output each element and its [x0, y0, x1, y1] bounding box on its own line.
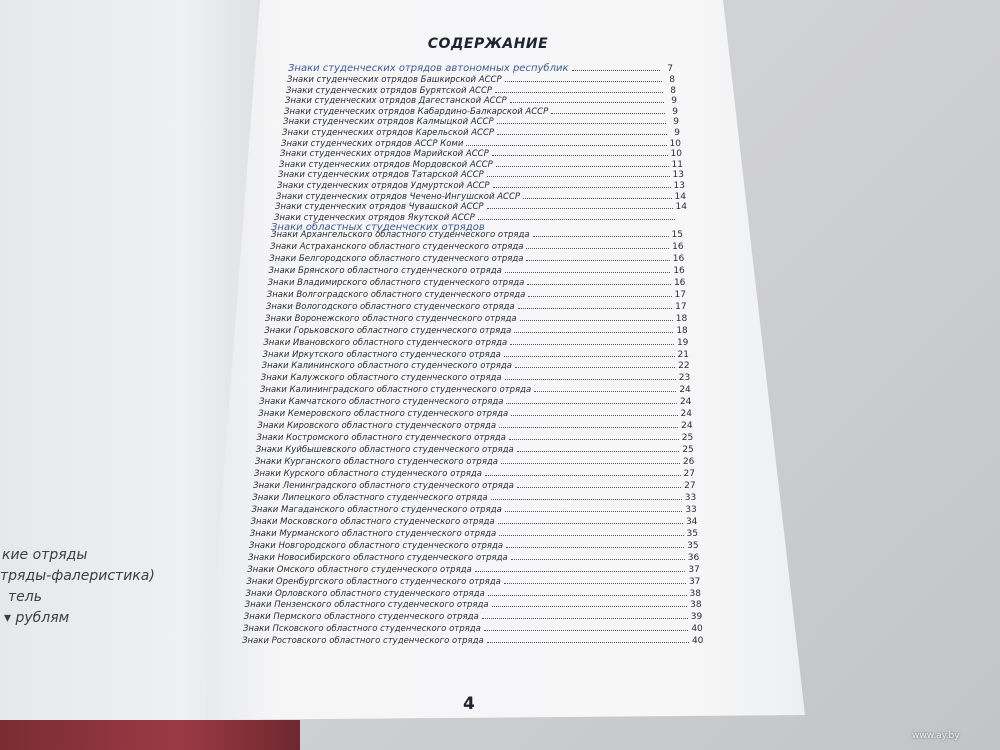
- toc-entry-page: 17: [675, 301, 687, 312]
- toc-entry-page: 11: [671, 159, 683, 170]
- toc-entry-label: Знаки Воронежского областного студенческого отряда: [265, 313, 517, 324]
- dot-leader: [534, 390, 676, 392]
- toc-page: [205, 0, 805, 750]
- toc-entry-label: Знаки Ленинградского областного студенческого отряда: [253, 480, 514, 491]
- dot-leader: [505, 510, 683, 512]
- toc-entry-label: Знаки Курского областного студенческого отряда: [254, 469, 482, 479]
- dot-leader: [487, 175, 670, 177]
- toc-entry-label: Знаки Псковского областного студенческого отряда: [242, 624, 481, 635]
- toc-entry-label: Знаки Астраханского областного студенческого отряда: [270, 241, 524, 252]
- dot-leader: [492, 605, 688, 607]
- toc-entry-page: 16: [673, 265, 685, 276]
- toc-entry: [258, 409, 692, 421]
- toc-entry-page: 17: [674, 289, 686, 300]
- toc-entry-page: 34: [685, 516, 698, 527]
- page-content: [205, 0, 805, 750]
- toc-entry-label: Знаки Горьковского областного студенческого отряда: [264, 325, 512, 336]
- dot-leader: [466, 144, 666, 146]
- dot-leader: [492, 154, 668, 156]
- toc-entry-page: 9: [672, 106, 678, 117]
- left-page-text: [0, 545, 240, 629]
- dot-leader: [505, 378, 676, 380]
- dot-leader: [495, 91, 663, 93]
- dot-leader: [496, 165, 669, 167]
- toc-entry-label: Знаки студенческих отрядов Бурятской АССР: [286, 85, 493, 96]
- page-ref: 7: [667, 64, 673, 74]
- toc-entry: [245, 600, 702, 612]
- toc-entry-label: Знаки Брянского областного студенческого отряда: [268, 265, 502, 276]
- dot-leader: [497, 122, 666, 124]
- toc-entry-label: Знаки Новосибирского областного студенческого отряда: [248, 552, 508, 563]
- dot-leader: [526, 247, 669, 249]
- toc-entry-page: 23: [678, 373, 691, 384]
- dot-leader: [527, 283, 671, 285]
- toc-entry-page: 24: [679, 397, 692, 408]
- toc-entry-page: 8: [669, 75, 675, 85]
- toc-entry-page: 38: [690, 600, 702, 611]
- toc-entry-page: 40: [691, 624, 703, 635]
- toc-entry-page: 18: [676, 325, 688, 336]
- toc-entry-label: Знаки студенческих отрядов Мордовской АССР: [279, 159, 493, 170]
- toc-entry-page: 10: [669, 138, 681, 149]
- toc-entry: [254, 469, 695, 481]
- dot-leader: [482, 617, 688, 619]
- toc-entry-label: Знаки Архангельского областного студенческого отряда: [271, 230, 530, 240]
- toc-entry-page: 9: [673, 117, 679, 128]
- dot-leader: [572, 69, 661, 71]
- toc-entry-page: 24: [681, 421, 693, 432]
- dot-leader: [517, 450, 680, 452]
- toc-entry-label: Знаки Оренбургского областного студенческого отряда: [246, 576, 501, 587]
- dot-leader: [487, 207, 673, 209]
- toc-entry-page: 35: [687, 540, 699, 551]
- toc-entry: [249, 541, 699, 553]
- toc-entry: [252, 493, 696, 505]
- toc-entry-label: Знаки Кировского областного студенческого отряда: [257, 421, 497, 432]
- toc-entry: [242, 636, 703, 648]
- toc-title: СОДЕРЖАНИЕ: [427, 36, 549, 52]
- toc-entry: [270, 242, 683, 254]
- toc-entry-page: 22: [678, 361, 690, 372]
- dot-leader: [510, 101, 664, 103]
- toc-entry-label: Знаки Владимирского областного студенческого отряда: [267, 277, 525, 288]
- dot-leader: [475, 570, 686, 572]
- dot-leader: [505, 271, 671, 273]
- toc-entry: [269, 254, 684, 266]
- toc-entry: [251, 517, 698, 529]
- toc-entry-label: Знаки Калужского областного студенческого отряда: [260, 373, 502, 384]
- toc-entry-label: Знаки Липецкого областного студенческого отряда: [252, 492, 488, 503]
- section-heading-text: Знаки студенческих отрядов автономных республик: [288, 63, 569, 74]
- dot-leader: [478, 218, 675, 220]
- toc-entry-page: 24: [679, 385, 691, 396]
- dot-leader: [497, 133, 667, 135]
- toc-entry-label: Знаки Пензенского областного студенческого отряда: [244, 600, 489, 611]
- toc-entry-page: 16: [672, 253, 685, 264]
- toc-entry-page: 21: [677, 349, 689, 360]
- toc-entry-label: Знаки Вологодского областного студенческого отряда: [265, 301, 515, 312]
- toc-entry-page: 25: [681, 433, 694, 444]
- toc-entry-label: Знаки Волгоградского областного студенческого отряда: [266, 289, 526, 300]
- dot-leader: [520, 319, 673, 321]
- toc-entry-label: Знаки студенческих отрядов Марийской АССР: [280, 149, 489, 160]
- toc-entry-label: Знаки Калининского областного студенческого отряда: [261, 361, 512, 372]
- toc-entry-label: Знаки Омского областного студенческого отряда: [247, 564, 472, 575]
- dot-leader: [501, 462, 680, 464]
- toc-entry-label: Знаки студенческих отрядов Дагестанской АССР: [285, 96, 507, 107]
- left-page-line: кие отряды: [2, 547, 88, 563]
- toc-entry-label: Знаки Ивановского областного студенческого отряда: [263, 337, 508, 348]
- dot-leader: [487, 641, 689, 643]
- dot-leader: [493, 186, 671, 188]
- toc-entry-page: 36: [687, 552, 700, 563]
- toc-entry: [247, 565, 700, 577]
- toc-entry-label: Знаки Калининградского областного студенческого отряда: [259, 385, 532, 396]
- dot-leader: [506, 402, 677, 404]
- toc-entry: [244, 612, 702, 624]
- toc-entry-label: Знаки Куйбышевского областного студенческого отряда: [255, 445, 514, 456]
- toc-entry: [262, 361, 690, 373]
- dot-leader: [551, 112, 665, 114]
- page-number: 4: [463, 694, 475, 714]
- toc-entry-page: 14: [675, 202, 687, 213]
- toc-entry: [256, 445, 694, 457]
- left-page-line: ▾ рублям: [4, 610, 70, 626]
- toc-entry: [264, 326, 688, 338]
- toc-entry: [271, 230, 683, 242]
- toc-entry-page: 40: [691, 636, 704, 647]
- dot-leader: [511, 558, 685, 560]
- dot-leader: [504, 582, 686, 584]
- dot-leader: [498, 522, 683, 524]
- toc-entry: [268, 278, 686, 290]
- toc-entry-label: Знаки Белгородского областного студенческого отряда: [269, 253, 524, 264]
- toc-entry: [263, 350, 690, 362]
- toc-entry-page: 27: [684, 480, 696, 491]
- toc-entry-page: 26: [682, 457, 695, 468]
- toc-entry-page: 13: [673, 181, 685, 191]
- toc-entry: [248, 553, 699, 565]
- toc-entry-label: Знаки студенческих отрядов Удмуртской АССР: [277, 181, 490, 191]
- toc-entry-label: Знаки студенческих отрядов Карельской АССР: [282, 128, 495, 138]
- toc-entry-page: 39: [690, 612, 703, 623]
- toc-entry: [251, 505, 696, 517]
- toc-entry: [266, 302, 687, 314]
- toc-entry-page: 25: [682, 445, 694, 456]
- toc-entry-label: Знаки Ростовского областного студенческого отряда: [242, 636, 484, 647]
- toc-entry-page: 8: [670, 85, 676, 96]
- toc-entry: [263, 338, 688, 350]
- dot-leader: [515, 366, 675, 368]
- toc-entry-label: Знаки студенческих отрядов Якутской АССР: [274, 212, 475, 223]
- toc-entry: [255, 457, 695, 469]
- dot-leader: [499, 426, 678, 428]
- dot-leader: [509, 438, 679, 440]
- toc-entry: [250, 529, 698, 541]
- toc-entry-label: Знаки Орловского областного студенческого отряда: [245, 588, 485, 599]
- toc-entry-label: Знаки Иркутского областного студенческого отряда: [262, 349, 501, 360]
- dot-leader: [491, 498, 682, 500]
- toc-entry: [246, 577, 700, 589]
- toc-entry-page: 18: [675, 313, 688, 324]
- toc-entry-label: Знаки Кемеровского областного студенческого отряда: [258, 409, 509, 420]
- toc-entry-page: 33: [685, 504, 697, 515]
- toc-entry-label: Знаки студенческих отрядов АССР Коми: [281, 138, 464, 149]
- left-page-line: тряды-фалеристика): [0, 568, 155, 584]
- toc-entry-label: Знаки Мурманского областного студенческого отряда: [249, 528, 497, 539]
- left-page-line-text: рублям: [15, 610, 70, 626]
- toc-entry-label: Знаки Московского областного студенческого отряда: [250, 516, 495, 527]
- toc-entry-label: Знаки Новгородского областного студенческого отряда: [248, 540, 504, 551]
- toc-entry: [268, 266, 684, 278]
- dot-leader: [485, 474, 681, 476]
- dot-leader: [505, 80, 662, 82]
- dot-leader: [528, 295, 671, 297]
- dot-leader: [504, 355, 675, 357]
- toc-entry-label: Знаки студенческих отрядов Башкирской АССР: [287, 75, 502, 85]
- toc-entry-page: 16: [673, 277, 686, 288]
- toc-entry-label: Знаки студенческих отрядов Чувашской АССР: [275, 202, 484, 213]
- toc-entry-label: Знаки студенческих отрядов Чечено-Ингушской АССР: [276, 191, 521, 202]
- toc-entry-label: Знаки студенческих отрядов Кабардино-Балкарской АССР: [284, 106, 549, 117]
- toc-entry-label: Знаки Костромского областного студенческого отряда: [256, 433, 506, 444]
- toc-entry-page: 35: [686, 528, 698, 539]
- toc-entry: [243, 624, 703, 636]
- toc-entry: [257, 433, 694, 445]
- dot-leader: [518, 307, 673, 309]
- watermark: www.ay.by: [912, 731, 960, 741]
- left-page-line: тель: [8, 589, 42, 605]
- toc-entry-label: Знаки студенческих отрядов Татарской АССР: [278, 170, 484, 181]
- toc-entry: [265, 314, 687, 326]
- toc-entry-label: Знаки Камчатского областного студенческого отряда: [259, 397, 504, 408]
- toc-entry-page: 10: [670, 149, 682, 160]
- dot-leader: [499, 534, 683, 536]
- dot-leader: [514, 331, 673, 333]
- toc-section-heading-2: Знаки областных студенческих отрядов: [271, 222, 485, 233]
- toc-entry-page: 13: [672, 170, 684, 181]
- dot-leader: [517, 486, 681, 488]
- toc-entry-page: 9: [671, 96, 677, 107]
- toc-entry: [261, 373, 690, 385]
- toc-entry-page: 19: [676, 337, 689, 348]
- toc-entry-page: 38: [689, 588, 701, 599]
- toc-entry-page: 33: [684, 492, 697, 503]
- dot-leader: [488, 594, 687, 596]
- toc-section-heading: [288, 63, 673, 75]
- toc-entry-label: Знаки Магаданского областного студенческого отряда: [251, 504, 502, 515]
- toc-entry-page: 24: [680, 409, 692, 420]
- toc-entry-page: 15: [671, 230, 683, 240]
- toc-entry: [257, 421, 692, 433]
- dot-leader: [533, 235, 669, 237]
- dot-leader: [510, 343, 674, 345]
- toc-entry-page: 37: [688, 576, 701, 587]
- toc-entry-page: 27: [683, 469, 695, 479]
- toc-entry: [259, 397, 691, 409]
- toc-entry: [253, 481, 695, 493]
- dot-leader: [484, 629, 689, 631]
- dot-leader: [511, 414, 677, 416]
- dot-leader: [523, 197, 672, 199]
- toc-entry-label: Знаки Пермского областного студенческого отряда: [243, 612, 479, 623]
- toc-entry-label: Знаки студенческих отрядов Калмыцкой АССР: [283, 117, 494, 128]
- toc-entry: [260, 385, 691, 397]
- toc-entry: [246, 589, 702, 601]
- dot-leader: [506, 546, 684, 548]
- toc-entry-page: 14: [674, 191, 686, 202]
- toc-entry-label: Знаки Курганского областного студенческого отряда: [254, 457, 499, 468]
- toc-entry-page: 16: [672, 241, 684, 252]
- toc-entry: [267, 290, 686, 302]
- dot-leader: [526, 259, 669, 261]
- toc-entry-page: 9: [674, 128, 680, 138]
- toc-entry-page: 37: [688, 564, 700, 575]
